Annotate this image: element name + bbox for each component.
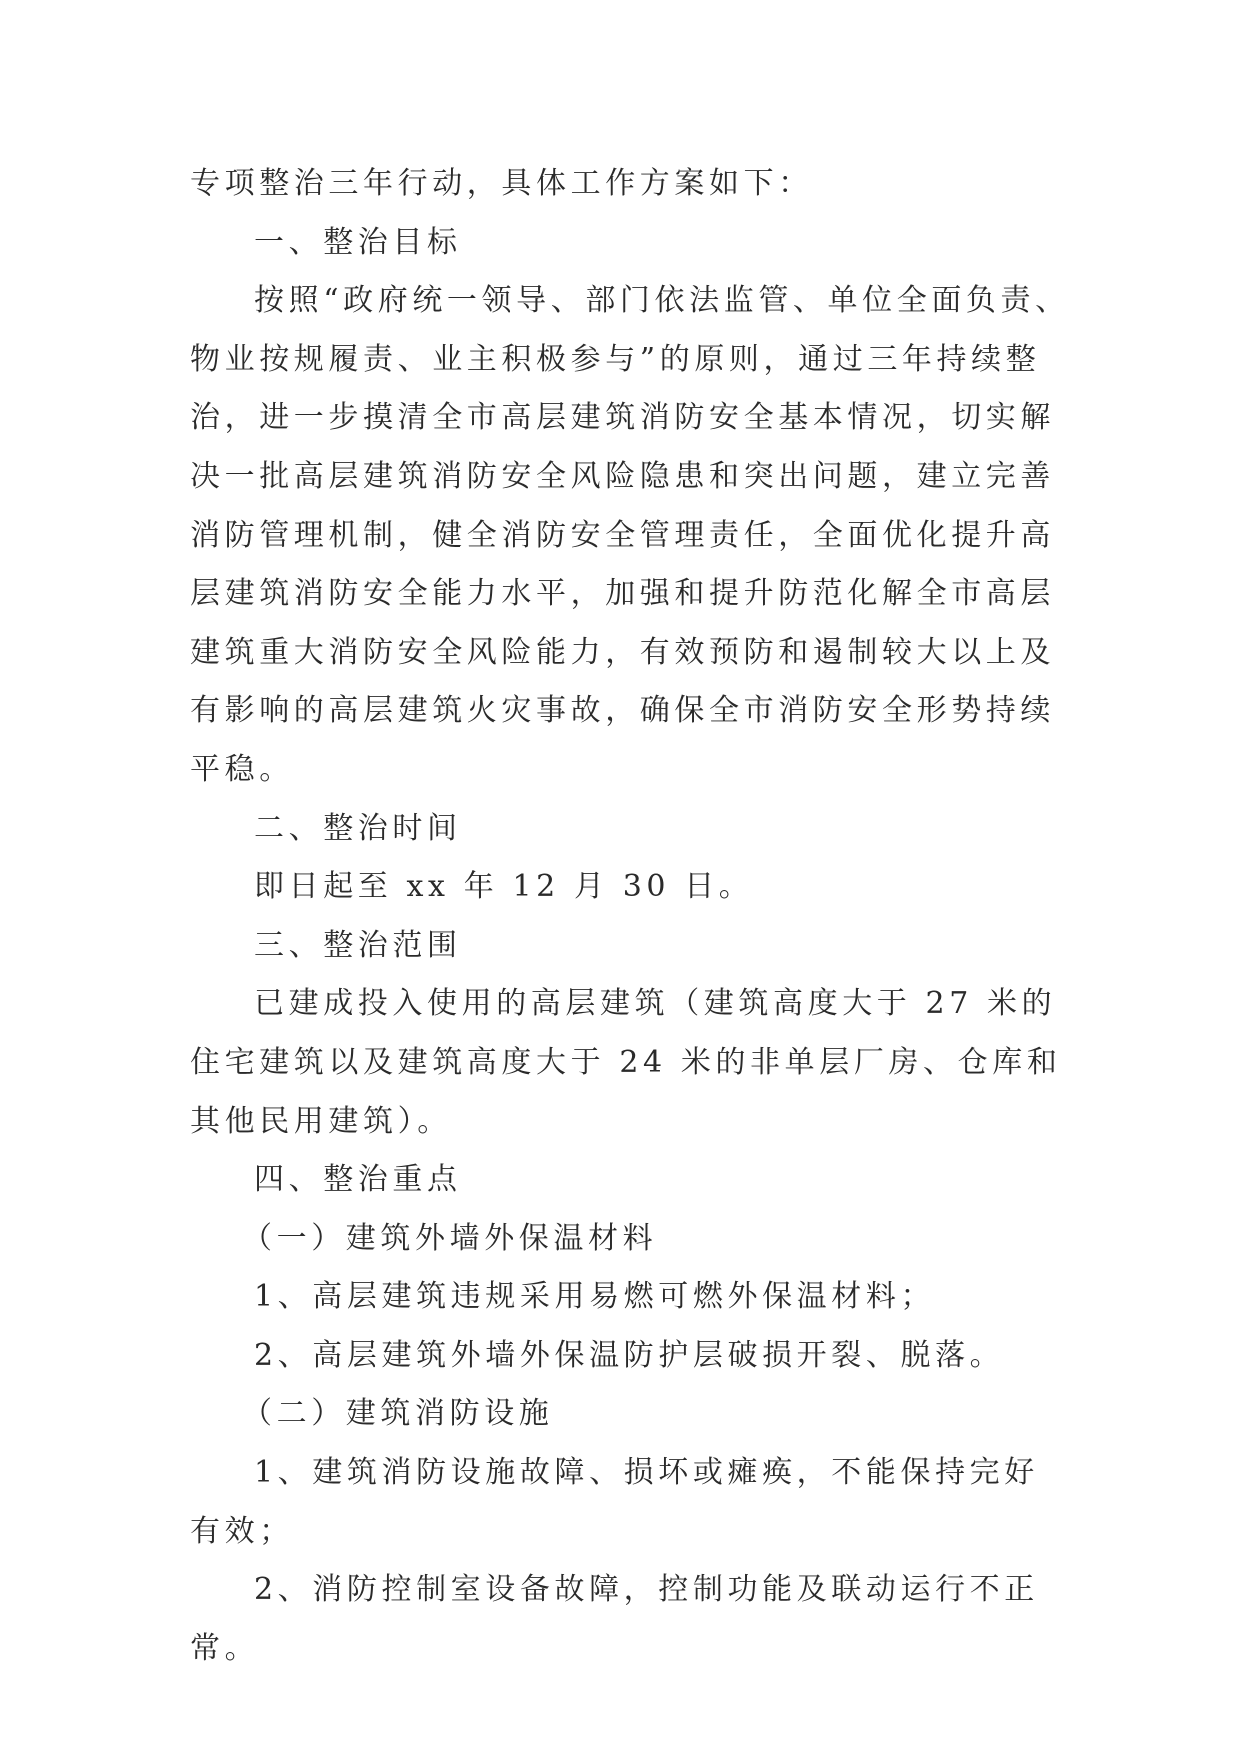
list-item-facilities-1: 1、建筑消防设施故障、损坏或瘫痪，不能保持完好有效； [190,1455,1039,1549]
paragraph-objectives: 按照“政府统一领导、部门依法监管、单位全面负责、物业按规履责、业主积极参与”的原则，通过三年持续整治，进一步摸清全市高层建筑消防安全基本情况，切实解决一批高层建筑消防安全风险隐患和突出问题，建立完善消防管理机制，健全消防安全管理责任，全面优化提升高层建筑消防安全能力水平，加强和提升防范化解全市高层建筑重大消防安全风险能力，有效预防和遏制较大以上及有影响的高层建筑火灾事故，确保全市消防安全形势持续平稳。 [190,283,1070,787]
list-item-facilities-2: 2、消防控制室设备故障，控制功能及联动运行不正常。 [190,1572,1039,1666]
list-item-insulation-1: 1、高层建筑违规采用易燃可燃外保温材料； [254,1279,936,1315]
list-item-insulation-2: 2、高层建筑外墙外保温防护层破损开裂、脱落。 [254,1337,1005,1373]
document-body [190,155,1070,1678]
heading-key-points: 四、整治重点 [254,1162,462,1198]
paragraph-intro: 专项整治三年行动，具体工作方案如下： [190,166,813,201]
subheading-insulation: （一）建筑外墙外保温材料 [242,1220,658,1256]
heading-objectives: 一、整治目标 [254,224,462,260]
subheading-fire-facilities: （二）建筑消防设施 [242,1396,554,1432]
heading-scope: 三、整治范围 [254,927,462,963]
paragraph-scope: 已建成投入使用的高层建筑（建筑高度大于 27 米的住宅建筑以及建筑高度大于 24 米的非单层厂房、仓库和其他民用建筑）。 [190,986,1062,1139]
heading-timeframe: 二、整治时间 [254,810,462,846]
paragraph-timeframe: 即日起至 xx 年 12 月 30 日。 [254,869,754,905]
